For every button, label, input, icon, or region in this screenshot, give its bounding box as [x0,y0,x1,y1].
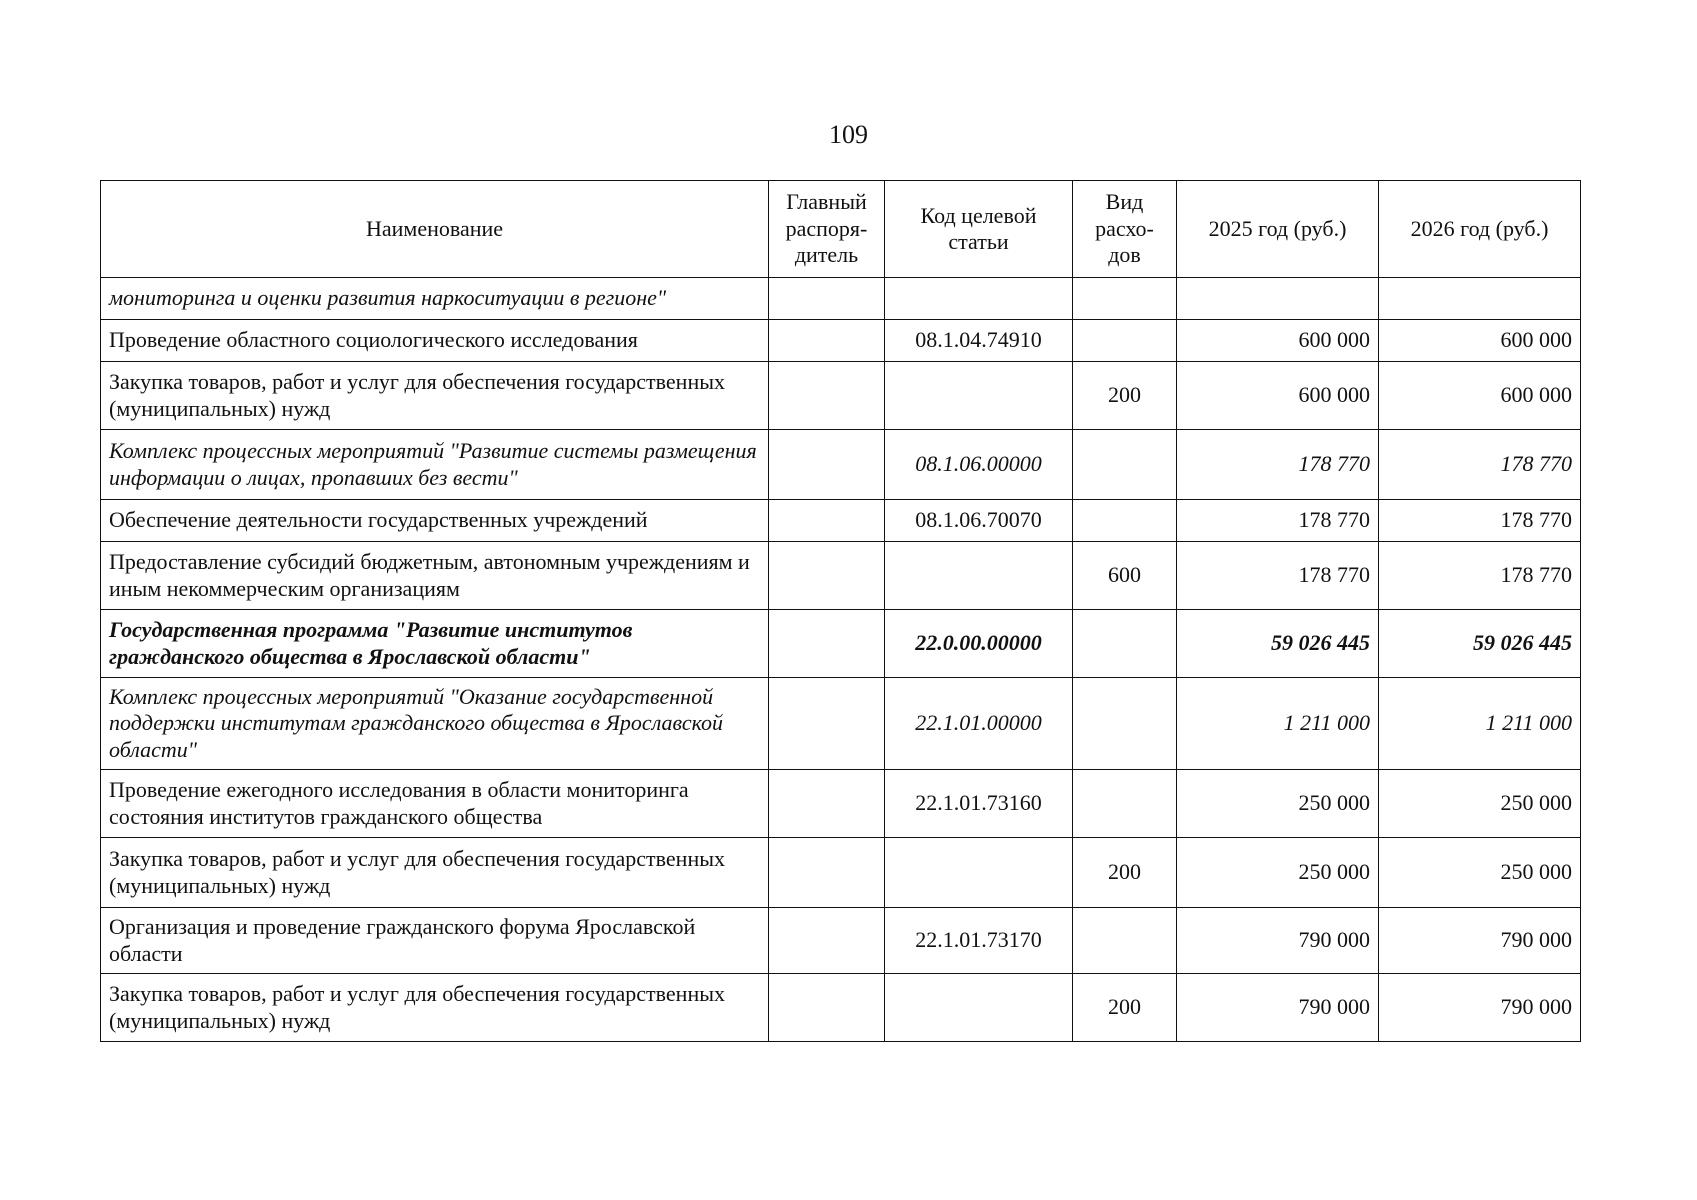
header-row [101,181,1581,278]
cell-name: Комплекс процессных мероприятий "Развитие системы размещения информации о лицах, пропавших без вести" [101,430,769,500]
table-row [101,362,1581,430]
cell-year-2026: 250 000 [1379,838,1581,908]
budget-table [100,180,1581,1042]
table-row [101,500,1581,542]
cell-year-2025: 1 211 000 [1177,678,1379,770]
cell-code [885,974,1073,1042]
cell-admin [769,974,885,1042]
cell-admin [769,908,885,974]
cell-name: Комплекс процессных мероприятий "Оказание государственной поддержки институтам гражданского общества в Ярославской области" [101,678,769,770]
cell-type [1073,320,1177,362]
cell-year-2026 [1379,278,1581,320]
cell-type [1073,908,1177,974]
cell-year-2026: 178 770 [1379,430,1581,500]
table-row [101,542,1581,610]
cell-year-2025: 790 000 [1177,908,1379,974]
cell-year-2025: 178 770 [1177,430,1379,500]
header-code: Код целевой статьи [885,181,1073,278]
cell-name: Обеспечение деятельности государственных учреждений [101,500,769,542]
header-year-2026: 2026 год (руб.) [1379,181,1581,278]
cell-name: Государственная программа "Развитие институтов гражданского общества в Ярославской области" [101,610,769,678]
cell-code: 08.1.04.74910 [885,320,1073,362]
table-row [101,610,1581,678]
cell-type [1073,430,1177,500]
header-type: Вид расхо-дов [1073,181,1177,278]
table-row [101,678,1581,770]
cell-admin [769,838,885,908]
cell-year-2025: 178 770 [1177,500,1379,542]
cell-year-2026: 790 000 [1379,908,1581,974]
cell-type [1073,770,1177,838]
cell-year-2026: 178 770 [1379,500,1581,542]
cell-type [1073,678,1177,770]
cell-name: Организация и проведение гражданского форума Ярославской области [101,908,769,974]
header-year-2025: 2025 год (руб.) [1177,181,1379,278]
header-admin: Главный распоря-дитель [769,181,885,278]
cell-year-2025: 178 770 [1177,542,1379,610]
cell-name: Закупка товаров, работ и услуг для обеспечения государственных (муниципальных) нужд [101,838,769,908]
table-row [101,838,1581,908]
cell-type [1073,278,1177,320]
cell-type: 200 [1073,362,1177,430]
cell-year-2026: 250 000 [1379,770,1581,838]
table-row [101,770,1581,838]
cell-type: 200 [1073,974,1177,1042]
cell-code: 08.1.06.70070 [885,500,1073,542]
cell-admin [769,320,885,362]
cell-code [885,542,1073,610]
cell-name: Предоставление субсидий бюджетным, автономным учреждениям и иным некоммерческим организациям [101,542,769,610]
cell-name: Закупка товаров, работ и услуг для обеспечения государственных (муниципальных) нужд [101,974,769,1042]
cell-year-2025: 59 026 445 [1177,610,1379,678]
cell-admin [769,430,885,500]
cell-code: 22.1.01.00000 [885,678,1073,770]
cell-year-2026: 600 000 [1379,362,1581,430]
page-number: 109 [829,120,868,149]
cell-type [1073,500,1177,542]
table-row [101,908,1581,974]
cell-code [885,362,1073,430]
cell-year-2025 [1177,278,1379,320]
cell-code [885,838,1073,908]
cell-name: мониторинга и оценки развития наркоситуации в регионе" [101,278,769,320]
cell-name: Проведение ежегодного исследования в области мониторинга состояния институтов гражданского общества [101,770,769,838]
cell-code: 22.1.01.73160 [885,770,1073,838]
cell-year-2026: 178 770 [1379,542,1581,610]
header-name: Наименование [101,181,769,278]
cell-code: 08.1.06.00000 [885,430,1073,500]
cell-year-2025: 250 000 [1177,838,1379,908]
cell-code: 22.0.00.00000 [885,610,1073,678]
cell-admin [769,678,885,770]
cell-year-2025: 600 000 [1177,362,1379,430]
cell-name: Проведение областного социологического исследования [101,320,769,362]
table-row [101,320,1581,362]
cell-code [885,278,1073,320]
cell-year-2026: 59 026 445 [1379,610,1581,678]
cell-year-2026: 600 000 [1379,320,1581,362]
cell-admin [769,610,885,678]
cell-name: Закупка товаров, работ и услуг для обеспечения государственных (муниципальных) нужд [101,362,769,430]
cell-year-2025: 250 000 [1177,770,1379,838]
cell-admin [769,770,885,838]
table-row [101,278,1581,320]
cell-admin [769,542,885,610]
cell-type: 200 [1073,838,1177,908]
cell-code: 22.1.01.73170 [885,908,1073,974]
cell-year-2025: 790 000 [1177,974,1379,1042]
table-row [101,974,1581,1042]
cell-year-2026: 790 000 [1379,974,1581,1042]
table-row [101,430,1581,500]
cell-admin [769,362,885,430]
cell-year-2025: 600 000 [1177,320,1379,362]
cell-admin [769,500,885,542]
cell-admin [769,278,885,320]
cell-type [1073,610,1177,678]
cell-year-2026: 1 211 000 [1379,678,1581,770]
cell-type: 600 [1073,542,1177,610]
